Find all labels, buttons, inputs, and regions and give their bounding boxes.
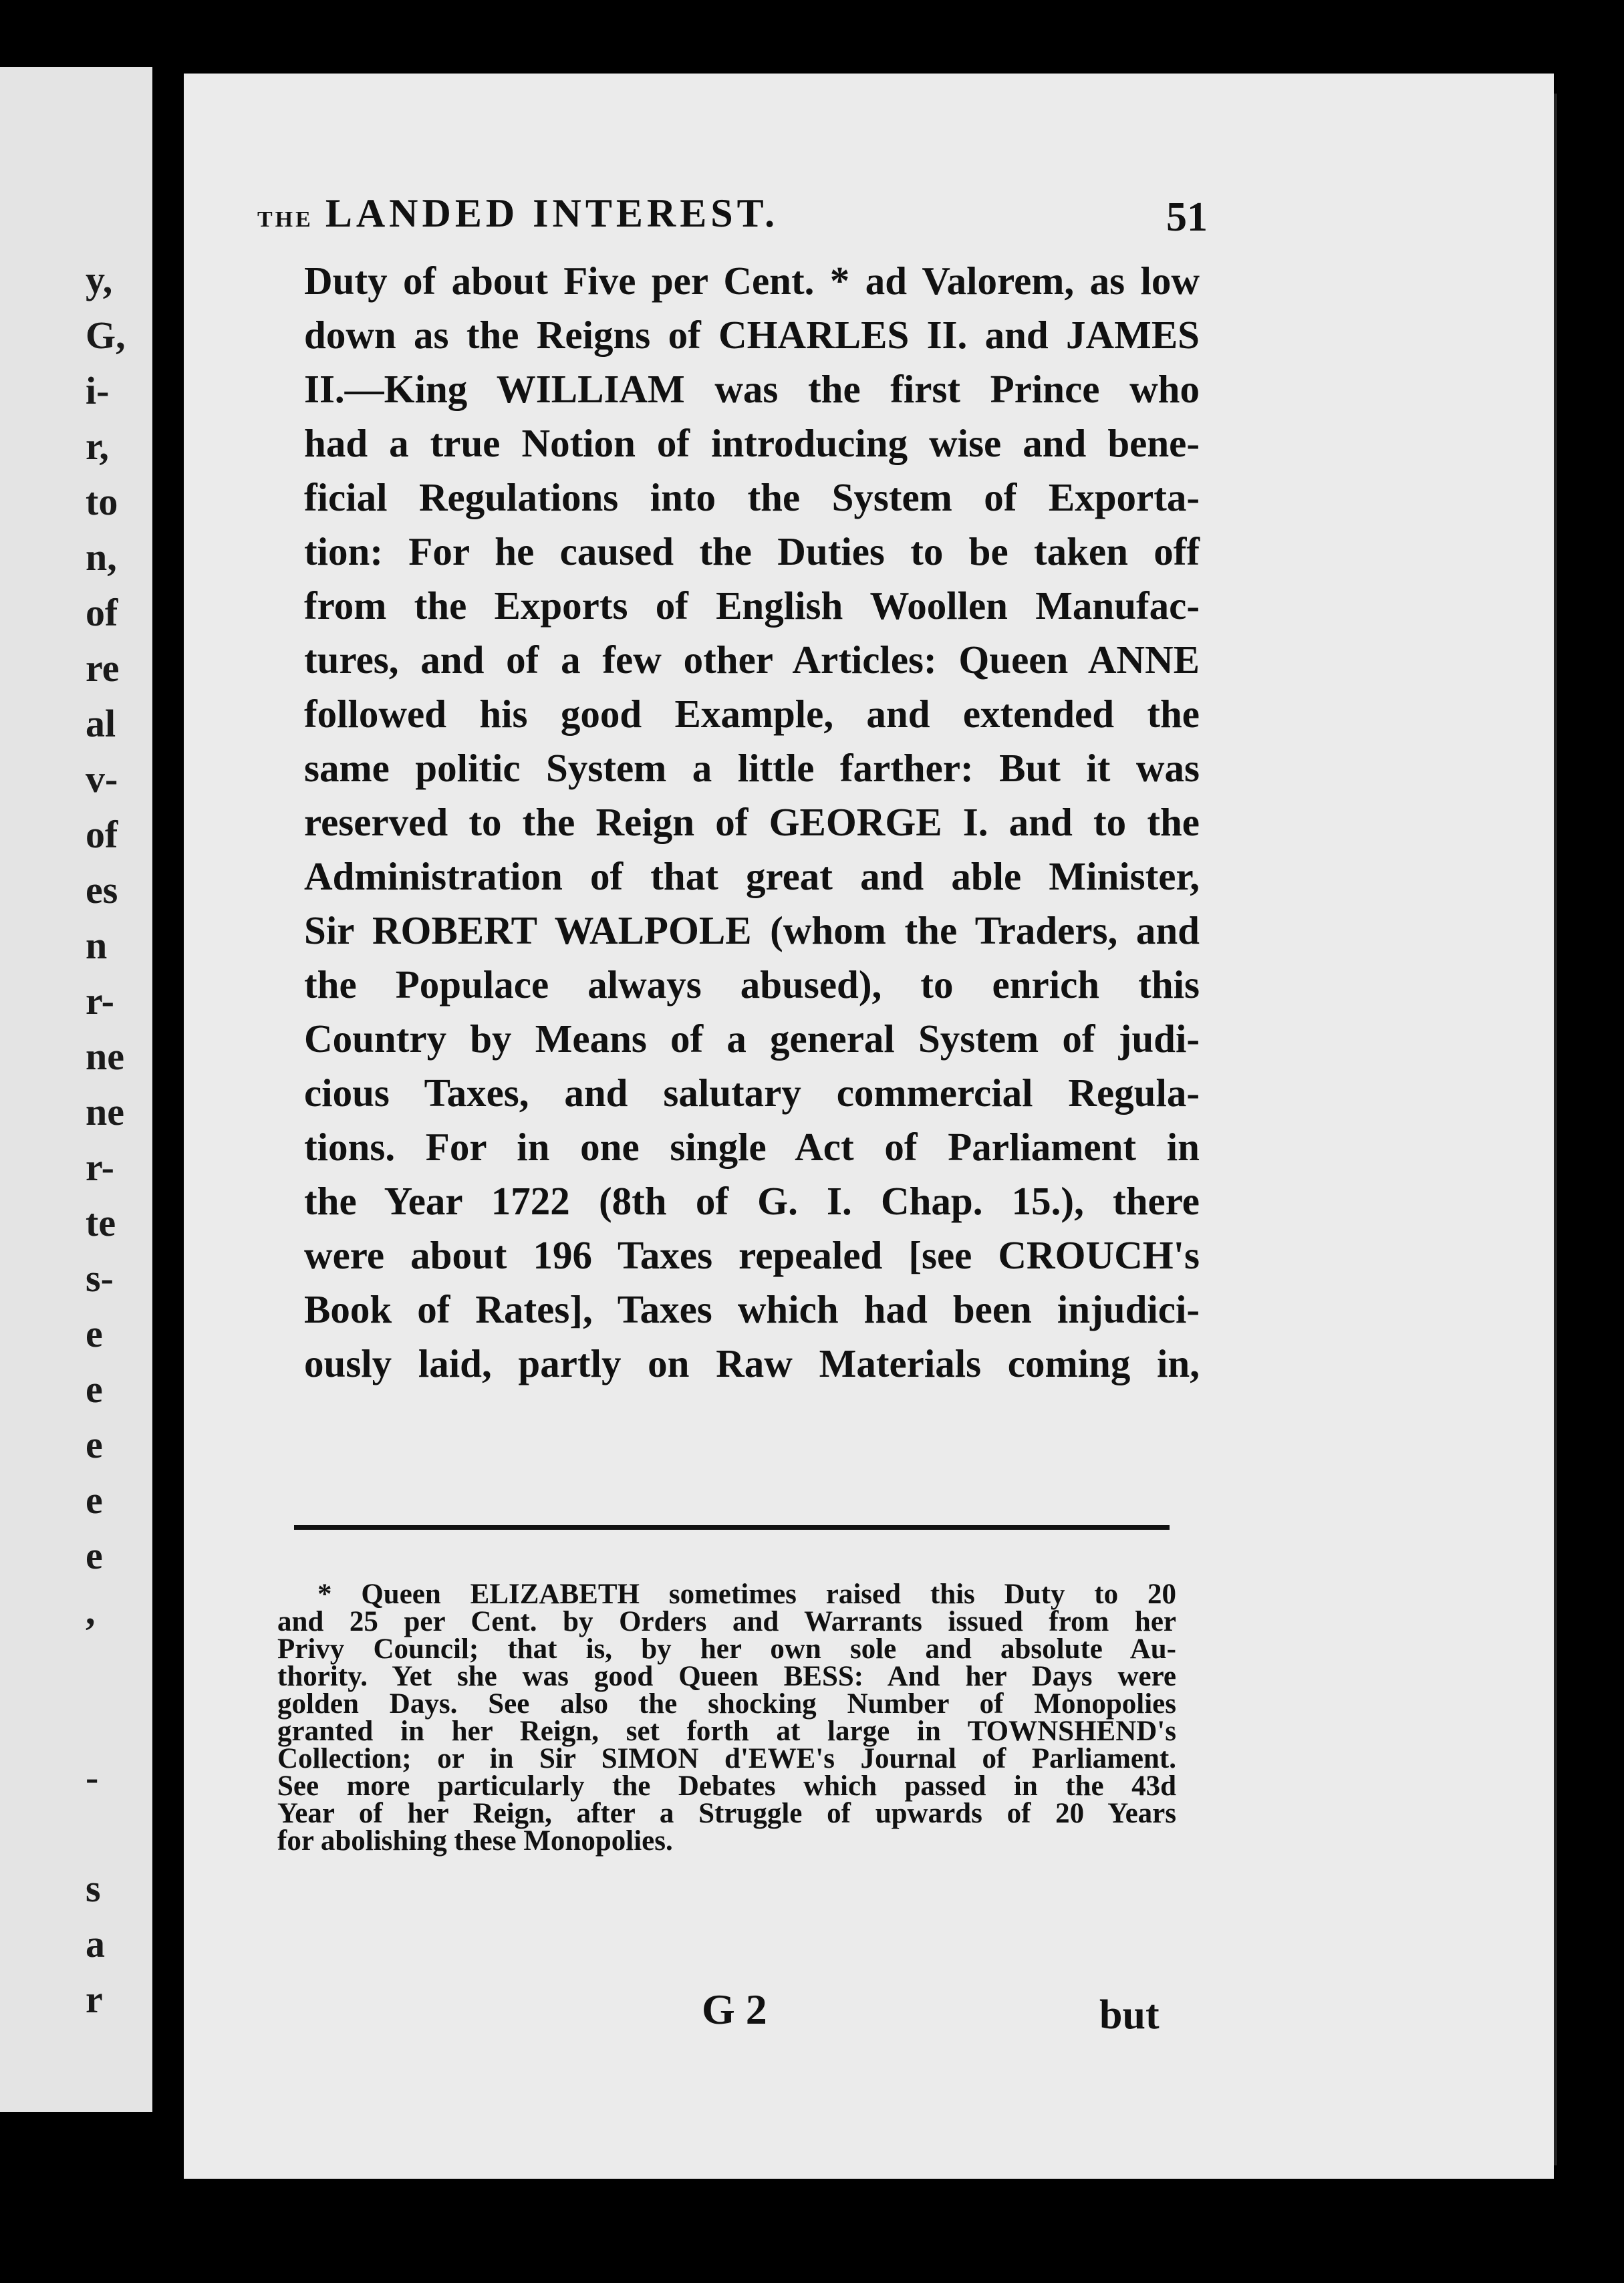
text-line-content: reserved to the Reign of GEORGE I. and to the <box>304 800 1200 844</box>
footnote-line-content: for abolishing these Monopolies. <box>277 1825 673 1857</box>
text-line-content: tions. For in one single Act of Parliament in <box>304 1125 1200 1169</box>
footnote-line <box>277 1718 1176 1745</box>
text-line-content: tion: For he caused the Duties to be taken off <box>304 529 1200 573</box>
left-page-fragment: r, <box>86 424 109 468</box>
left-page-fragment: a <box>86 1922 105 1966</box>
left-page-fragment: to <box>86 480 118 523</box>
running-head-title: LANDED INTEREST. <box>325 191 779 235</box>
text-line <box>304 687 1200 741</box>
left-page-fragment: al <box>86 702 116 745</box>
text-line <box>304 525 1200 579</box>
text-line <box>304 1228 1200 1283</box>
catchword: but <box>1099 1992 1160 2038</box>
left-page-fragment: n, <box>86 535 117 579</box>
text-line <box>304 1120 1200 1174</box>
footnote-rule <box>294 1525 1170 1530</box>
left-page-fragment: r <box>86 1978 103 2021</box>
text-line <box>304 471 1200 525</box>
text-line-content: Administration of that great and able Minister, <box>304 854 1200 898</box>
left-page-fragment: of <box>86 813 118 856</box>
left-page-fragment: - <box>86 1756 99 1799</box>
left-page-fragment: e <box>86 1312 103 1355</box>
text-line <box>304 362 1200 416</box>
footnote-line-content: granted in her Reign, set forth at large in TOWNSHEND's <box>277 1716 1176 1747</box>
text-line-content: from the Exports of English Woollen Manufac- <box>304 583 1200 628</box>
left-page-fragment: es <box>86 868 118 912</box>
page-number: 51 <box>1166 194 1208 240</box>
text-line <box>304 741 1200 795</box>
left-page-fragment: ne <box>86 1090 124 1133</box>
footnote-line <box>277 1581 1176 1608</box>
text-line <box>304 1066 1200 1120</box>
left-page-fragment: e <box>86 1367 103 1411</box>
left-page-fragment: e <box>86 1423 103 1466</box>
text-line <box>304 1012 1200 1066</box>
footnote-line-content: See more particularly the Debates which passed in the 43d <box>277 1770 1176 1802</box>
left-page-fragment: e <box>86 1534 103 1577</box>
left-page-fragment: r- <box>86 1146 114 1189</box>
footnote-line <box>277 1608 1176 1635</box>
text-line-content: Sir ROBERT WALPOLE (whom the Traders, and <box>304 908 1200 952</box>
left-facing-page <box>0 67 152 2112</box>
text-line <box>304 308 1200 362</box>
left-page-fragment: s- <box>86 1256 114 1300</box>
text-line <box>304 254 1200 308</box>
running-head-article: THE <box>257 207 313 232</box>
text-line-content: were about 196 Taxes repealed [see CROUCH's <box>304 1233 1200 1277</box>
text-line-content: followed his good Example, and extended the <box>304 692 1200 736</box>
text-line-content: tures, and of a few other Articles: Queen ANNE <box>304 638 1200 682</box>
left-page-fragment: y, <box>86 258 113 301</box>
footnote-line-content: thority. Yet she was good Queen BESS: And her Days were <box>277 1661 1176 1692</box>
text-line-content: II.—King WILLIAM was the first Prince who <box>304 367 1200 411</box>
footnote-line <box>277 1772 1176 1800</box>
left-page-fragment: r- <box>86 979 114 1023</box>
left-page-fragment: , <box>86 1589 96 1633</box>
footnote-line-content: Privy Council; that is, by her own sole and absolute Au- <box>277 1633 1176 1665</box>
footnote-line-content: * Queen ELIZABETH sometimes raised this Duty to 20 <box>317 1579 1176 1610</box>
text-line-content: Country by Means of a general System of judi- <box>304 1017 1200 1061</box>
footnote-line-content: golden Days. See also the shocking Number of Monopolies <box>277 1688 1176 1720</box>
left-page-fragment: ne <box>86 1035 124 1078</box>
text-line <box>304 1174 1200 1228</box>
text-line <box>304 904 1200 958</box>
text-line <box>304 1337 1200 1391</box>
footnote-line <box>277 1827 1176 1855</box>
text-line <box>304 1283 1200 1337</box>
text-line-content: cious Taxes, and salutary commercial Regula- <box>304 1071 1200 1115</box>
text-line <box>304 579 1200 633</box>
text-line-content: ficial Regulations into the System of Exporta- <box>304 475 1200 519</box>
left-page-fragment: G, <box>86 313 126 357</box>
text-line-content: had a true Notion of introducing wise and bene- <box>304 421 1200 465</box>
text-line <box>304 795 1200 849</box>
left-page-fragment: of <box>86 591 118 634</box>
footnote-line <box>277 1745 1176 1772</box>
footnote-line-content: Collection; or in Sir SIMON d'EWE's Journal of Parliament. <box>277 1743 1176 1774</box>
left-page-fragment: s <box>86 1867 101 1910</box>
left-page-fragment: n <box>86 924 108 967</box>
footnote-line-content: and 25 per Cent. by Orders and Warrants issued from her <box>277 1606 1176 1637</box>
left-page-fragment: v- <box>86 757 118 801</box>
footnote-line <box>277 1635 1176 1663</box>
left-page-fragment: re <box>86 646 120 690</box>
footnote-line <box>277 1800 1176 1827</box>
left-page-fragment: e <box>86 1478 103 1522</box>
text-line <box>304 849 1200 904</box>
signature-mark: G 2 <box>702 1986 767 2033</box>
text-line-content: Book of Rates], Taxes which had been injudici- <box>304 1287 1200 1331</box>
text-line-content: the Year 1722 (8th of G. I. Chap. 15.), there <box>304 1179 1200 1223</box>
text-line-content: same politic System a little farther: But it was <box>304 746 1200 790</box>
footnote-line <box>277 1690 1176 1718</box>
footnote-line-content: Year of her Reign, after a Struggle of upwards of 20 Years <box>277 1798 1176 1829</box>
running-head <box>257 190 1226 237</box>
text-line <box>304 416 1200 471</box>
left-page-fragment: i- <box>86 369 110 412</box>
body-text <box>304 254 1200 1391</box>
text-line <box>304 633 1200 687</box>
text-line-content: down as the Reigns of CHARLES II. and JAMES <box>304 313 1200 357</box>
left-page-fragment: te <box>86 1201 116 1244</box>
text-line <box>304 958 1200 1012</box>
footnote-line <box>277 1663 1176 1690</box>
footnote <box>277 1581 1176 1855</box>
text-line-content: Duty of about Five per Cent. * ad Valorem, as low <box>304 259 1200 303</box>
text-line-content: the Populace always abused), to enrich this <box>304 962 1200 1006</box>
text-line-content: ously laid, partly on Raw Materials coming in, <box>304 1341 1200 1385</box>
